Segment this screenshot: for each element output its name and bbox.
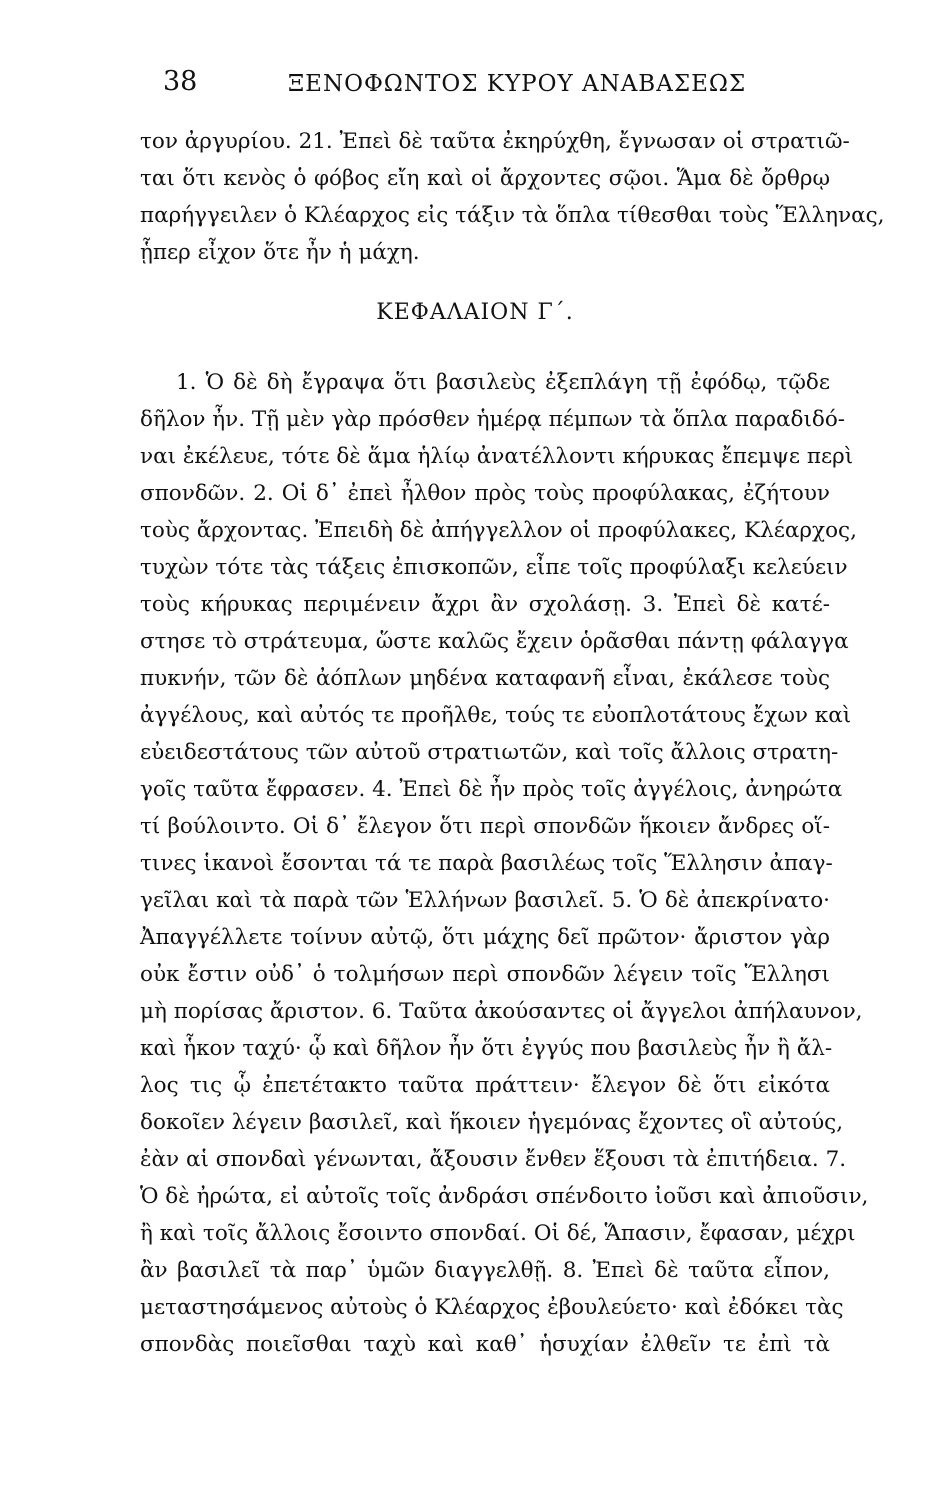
text-line: μεταστησάμενος αὐτοὺς ὁ Κλέαρχος ἐβουλεύετο· καὶ ἐδόκει τὰς	[140, 1295, 844, 1320]
running-title: ΞΕΝΟΦΩΝΤΟΣ ΚΥΡΟΥ ΑΝΑΒΑΣΕΩΣ	[288, 71, 747, 97]
text-line: 1. Ὁ δὲ δὴ ἔγραψα ὅτι βασιλεὺς ἐξεπλάγη τῇ ἐφόδῳ, τῷδε	[176, 370, 830, 395]
page-header	[0, 62, 950, 102]
text-line: οὐκ ἔστιν οὐδ᾽ ὁ τολμήσων περὶ σπονδῶν λέγειν τοῖς Ἕλλησι	[140, 962, 830, 987]
text-line: σπονδῶν. 2. Οἱ δ᾽ ἐπεὶ ἦλθον πρὸς τοὺς προφύλακας, ἐζήτουν	[140, 481, 830, 506]
text-line: τον ἀργυρίου. 21. Ἐπεὶ δὲ ταῦτα ἐκηρύχθη, ἔγνωσαν οἱ στρατιῶ-	[140, 129, 850, 154]
text-line: γοῖς ταῦτα ἔφρασεν. 4. Ἐπεὶ δὲ ἦν πρὸς τοῖς ἀγγέλοις, ἀνηρώτα	[140, 777, 843, 802]
page-number: 38	[163, 66, 198, 97]
text-line: ναι ἐκέλευε, τότε δὲ ἅμα ἡλίῳ ἀνατέλλοντι κήρυκας ἔπεμψε περὶ	[140, 444, 854, 469]
text-line: στησε τὸ στράτευμα, ὥστε καλῶς ἔχειν ὁρᾶσθαι πάντῃ φάλαγγα	[140, 629, 849, 654]
text-line: τί βούλοιντο. Οἱ δ᾽ ἔλεγον ὅτι περὶ σπονδῶν ἥκοιεν ἄνδρες οἵ-	[140, 814, 830, 839]
text-line: ἂν βασιλεῖ τὰ παρ᾽ ὑμῶν διαγγελθῇ. 8. Ἐπεὶ δὲ ταῦτα εἶπον,	[140, 1258, 830, 1283]
chapter-heading: ΚΕΦΑΛΑΙΟΝ Γ΄.	[376, 300, 574, 325]
text-line: πυκνήν, τῶν δὲ ἀόπλων μηδένα καταφανῆ εἶναι, ἐκάλεσε τοὺς	[140, 666, 830, 691]
text-line: εὐειδεστάτους τῶν αὐτοῦ στρατιωτῶν, καὶ τοῖς ἄλλοις στρατη-	[140, 740, 839, 765]
text-line: τυχὼν τότε τὰς τάξεις ἐπισκοπῶν, εἶπε τοῖς προφύλαξι κελεύειν	[140, 555, 848, 580]
text-line: σπονδὰς ποιεῖσθαι ταχὺ καὶ καθ᾽ ἡσυχίαν ἐλθεῖν τε ἐπὶ τὰ	[140, 1332, 830, 1357]
text-line: μὴ πορίσας ἄριστον. 6. Ταῦτα ἀκούσαντες οἱ ἄγγελοι ἀπήλαυνον,	[140, 999, 863, 1024]
text-line: ἢ καὶ τοῖς ἄλλοις ἔσοιντο σπονδαί. Οἱ δέ, Ἅπασιν, ἔφασαν, μέχρι	[140, 1221, 856, 1246]
text-line: ἐὰν αἱ σπονδαὶ γένωνται, ἄξουσιν ἔνθεν ἕξουσι τὰ ἐπιτήδεια. 7.	[140, 1147, 847, 1172]
text-line: παρήγγειλεν ὁ Κλέαρχος εἰς τάξιν τὰ ὅπλα τίθεσθαι τοὺς Ἕλληνας,	[140, 203, 885, 228]
text-line: τοὺς κήρυκας περιμένειν ἄχρι ἂν σχολάσῃ. 3. Ἐπεὶ δὲ κατέ-	[140, 592, 830, 617]
text-line: δῆλον ἦν. Τῇ μὲν γὰρ πρόσθεν ἡμέρᾳ πέμπων τὰ ὅπλα παραδιδό-	[140, 407, 846, 432]
text-line: ᾗπερ εἶχον ὅτε ἦν ἡ μάχη.	[140, 240, 420, 265]
text-line: λος τις ᾧ ἐπετέτακτο ταῦτα πράττειν· ἔλεγον δὲ ὅτι εἰκότα	[140, 1073, 830, 1098]
text-line: τινες ἱκανοὶ ἔσονται τά τε παρὰ βασιλέως τοῖς Ἕλλησιν ἀπαγ-	[140, 851, 833, 876]
text-line: καὶ ἧκον ταχύ· ᾧ καὶ δῆλον ἦν ὅτι ἐγγύς που βασιλεὺς ἦν ἢ ἄλ-	[140, 1036, 833, 1061]
text-line: ἀγγέλους, καὶ αὐτός τε προῆλθε, τούς τε εὐοπλοτάτους ἔχων καὶ	[140, 703, 852, 728]
text-line: δοκοῖεν λέγειν βασιλεῖ, καὶ ἥκοιεν ἡγεμόνας ἔχοντες οἳ αὐτούς,	[140, 1110, 844, 1135]
text-line: ται ὅτι κενὸς ὁ φόβος εἴη καὶ οἱ ἄρχοντες σῷοι. Ἅμα δὲ ὄρθρῳ	[140, 166, 830, 191]
text-line: γεῖλαι καὶ τὰ παρὰ τῶν Ἑλλήνων βασιλεῖ. 5. Ὁ δὲ ἀπεκρίνατο·	[140, 888, 830, 913]
text-line: Ὁ δὲ ἠρώτα, εἰ αὐτοῖς τοῖς ἀνδράσι σπένδοιτο ἰοῦσι καὶ ἀπιοῦσιν,	[140, 1184, 869, 1209]
text-line: Ἀπαγγέλλετε τοίνυν αὐτῷ, ὅτι μάχης δεῖ πρῶτον· ἄριστον γὰρ	[140, 925, 830, 950]
text-line: τοὺς ἄρχοντας. Ἐπειδὴ δὲ ἀπήγγελλον οἱ προφύλακες, Κλέαρχος,	[140, 518, 857, 543]
